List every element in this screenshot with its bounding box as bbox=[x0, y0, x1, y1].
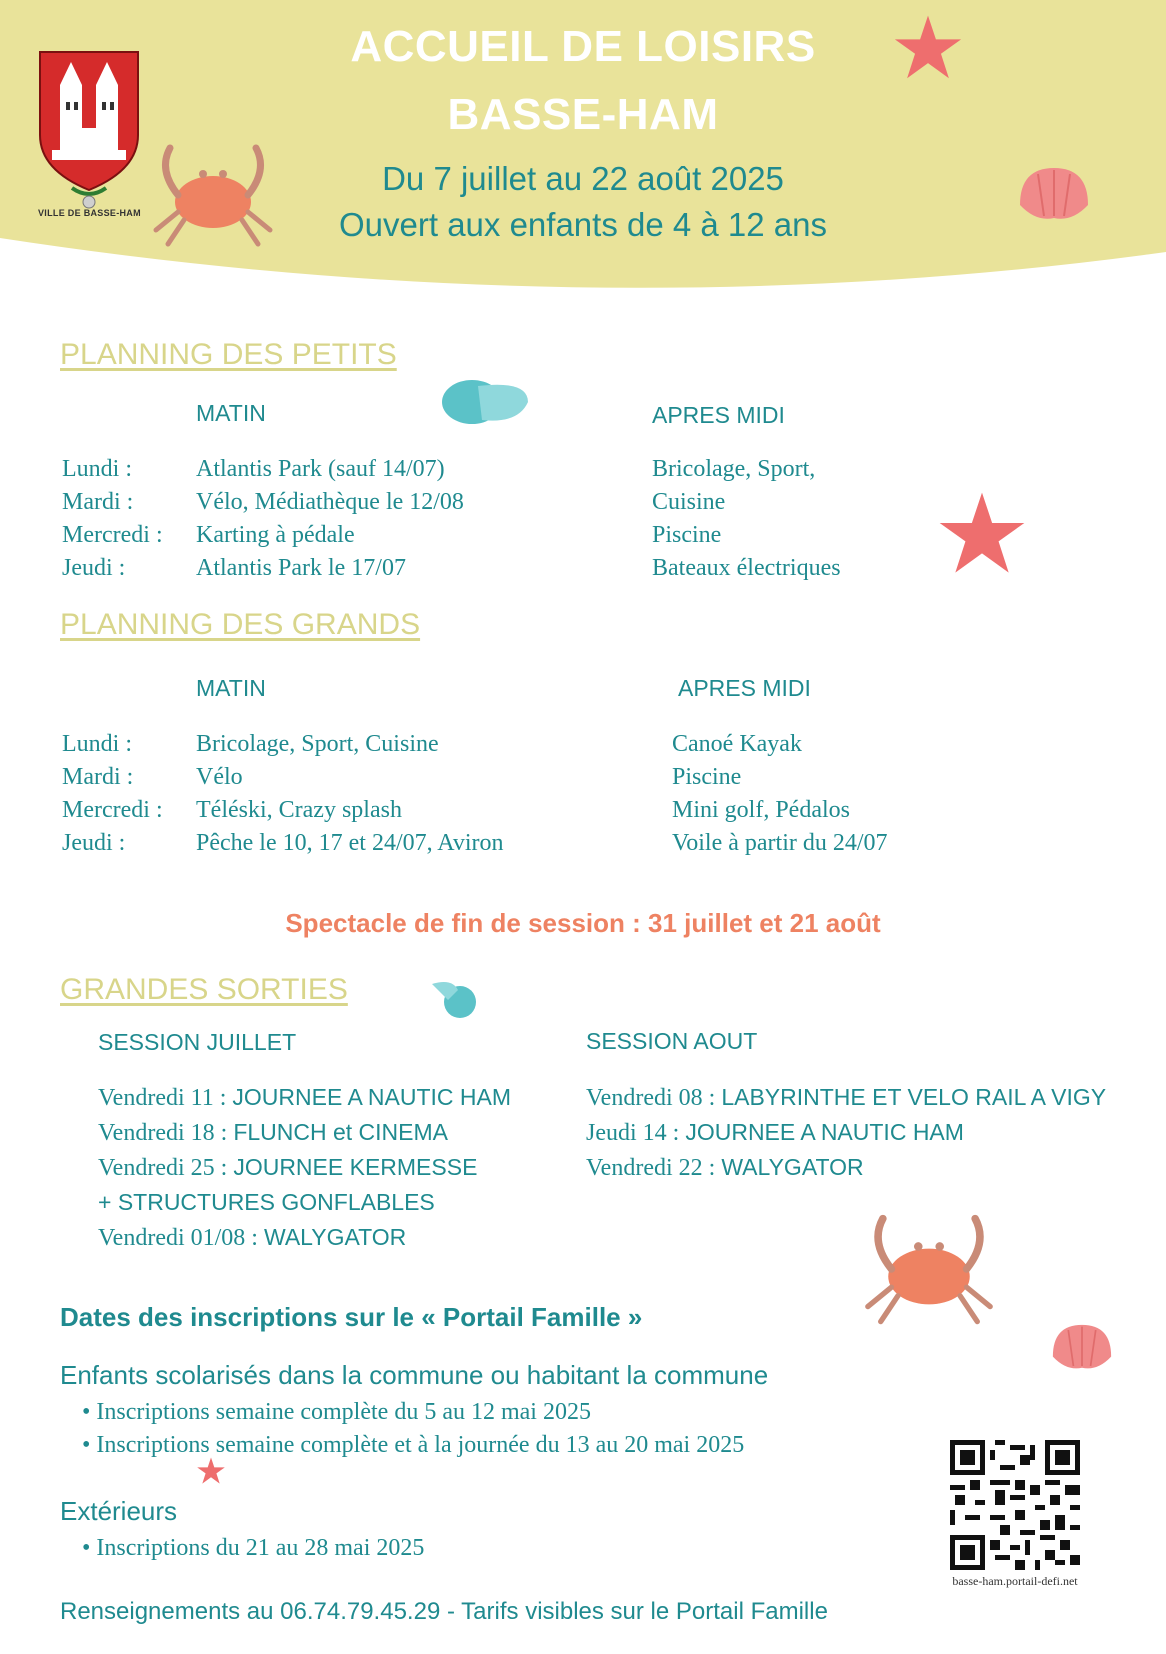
shell-blue-icon bbox=[428, 976, 480, 1020]
crab-icon bbox=[148, 140, 278, 250]
coat-caption: VILLE DE BASSE-HAM bbox=[38, 208, 141, 218]
petits-days bbox=[62, 453, 163, 585]
outing-activity: JOURNEE KERMESSE bbox=[233, 1154, 478, 1180]
grands-afternoon-header: APRES MIDI bbox=[678, 675, 811, 701]
page-title-line2: BASSE-HAM bbox=[447, 90, 719, 139]
afternoon-activity: Voile à partir du 24/07 bbox=[672, 830, 888, 856]
outing-date: Vendredi 11 : bbox=[98, 1085, 233, 1111]
grands-afternoon-list bbox=[672, 728, 888, 860]
outing-activity: JOURNEE A NAUTIC HAM bbox=[232, 1084, 512, 1110]
shell-blue-icon bbox=[438, 372, 532, 430]
outing-activity: FLUNCH et CINEMA bbox=[233, 1119, 449, 1145]
registration-title: Dates des inscriptions sur le « Portail Famille » bbox=[60, 1302, 643, 1332]
outing-item bbox=[98, 1115, 511, 1150]
section-title-petits: PLANNING DES PETITS bbox=[60, 338, 397, 371]
outing-item bbox=[98, 1150, 511, 1185]
locals-list bbox=[82, 1396, 744, 1462]
starfish-icon bbox=[892, 12, 964, 84]
list-item: • Inscriptions du 21 au 28 mai 2025 bbox=[82, 1535, 425, 1561]
petits-morning-header: MATIN bbox=[196, 400, 266, 426]
outing-date: Vendredi 08 : bbox=[586, 1085, 722, 1111]
day-label: Mardi : bbox=[62, 764, 134, 790]
outing-activity: JOURNEE A NAUTIC HAM bbox=[685, 1119, 964, 1145]
seashell-icon bbox=[1012, 160, 1096, 230]
day-label: Jeudi : bbox=[62, 830, 126, 856]
qr-code-icon[interactable] bbox=[950, 1440, 1080, 1570]
list-item: • Inscriptions semaine complète du 5 au 12 mai 2025 bbox=[82, 1399, 591, 1425]
list-item: • Inscriptions semaine complète et à la journée du 13 au 20 mai 2025 bbox=[82, 1432, 745, 1458]
outing-date: Vendredi 01/08 : bbox=[98, 1225, 264, 1251]
afternoon-activity: Canoé Kayak bbox=[672, 731, 802, 757]
section-title-grands: PLANNING DES GRANDS bbox=[60, 608, 421, 641]
session-august-header: SESSION AOUT bbox=[586, 1028, 758, 1054]
day-label: Lundi : bbox=[62, 731, 132, 757]
page-title-line1: ACCUEIL DE LOISIRS bbox=[350, 22, 816, 71]
petits-afternoon-header: APRES MIDI bbox=[652, 402, 785, 428]
grands-morning-header: MATIN bbox=[196, 675, 266, 701]
outing-item bbox=[586, 1150, 1106, 1185]
outing-item bbox=[98, 1080, 511, 1115]
morning-activity: Atlantis Park le 17/07 bbox=[196, 555, 406, 581]
outing-activity: WALYGATOR bbox=[263, 1224, 407, 1250]
session-dates: Du 7 juillet au 22 août 2025 bbox=[382, 160, 784, 197]
july-outings bbox=[98, 1080, 511, 1255]
day-label: Lundi : bbox=[62, 456, 132, 482]
morning-activity: Téléski, Crazy splash bbox=[196, 797, 402, 823]
morning-activity: Atlantis Park (sauf 14/07) bbox=[196, 456, 445, 482]
day-label: Jeudi : bbox=[62, 555, 126, 581]
grands-morning-list bbox=[196, 728, 504, 860]
morning-activity: Vélo bbox=[196, 764, 243, 790]
section-title-sorties: GRANDES SORTIES bbox=[60, 973, 348, 1006]
morning-activity: Bricolage, Sport, Cuisine bbox=[196, 731, 439, 757]
seashell-icon bbox=[1046, 1318, 1118, 1378]
outside-list bbox=[82, 1532, 424, 1565]
morning-activity: Vélo, Médiathèque le 12/08 bbox=[196, 489, 464, 515]
afternoon-activity: Bricolage, Sport, bbox=[652, 456, 816, 482]
outing-item bbox=[586, 1115, 1106, 1150]
outing-date: Vendredi 18 : bbox=[98, 1120, 234, 1146]
day-label: Mercredi : bbox=[62, 522, 163, 548]
outside-title: Extérieurs bbox=[60, 1496, 178, 1526]
crab-icon bbox=[854, 1210, 1004, 1328]
afternoon-activity: Cuisine bbox=[652, 489, 726, 515]
outing-item bbox=[98, 1220, 511, 1255]
afternoon-activity: Bateaux électriques bbox=[652, 555, 841, 581]
session-july-header: SESSION JUILLET bbox=[98, 1029, 297, 1055]
afternoon-activity: Piscine bbox=[652, 522, 722, 548]
qr-caption: basse-ham.portail-defi.net bbox=[952, 1574, 1078, 1588]
footer-info: Renseignements au 06.74.79.45.29 - Tarifs visibles sur le Portail Famille bbox=[60, 1598, 828, 1625]
outing-item bbox=[98, 1185, 511, 1220]
outing-activity: WALYGATOR bbox=[721, 1154, 864, 1180]
locals-title: Enfants scolarisés dans la commune ou habitant la commune bbox=[60, 1360, 769, 1390]
starfish-icon bbox=[934, 488, 1030, 580]
petits-morning-list bbox=[196, 453, 464, 585]
morning-activity: Pêche le 10, 17 et 24/07, Aviron bbox=[196, 830, 504, 856]
outing-date: Vendredi 22 : bbox=[586, 1155, 722, 1181]
petits-afternoon-list bbox=[652, 453, 841, 585]
day-label: Mercredi : bbox=[62, 797, 163, 823]
outing-date: Jeudi 14 : bbox=[586, 1120, 686, 1146]
outing-item bbox=[586, 1080, 1106, 1115]
age-range: Ouvert aux enfants de 4 à 12 ans bbox=[339, 206, 827, 243]
outing-activity: LABYRINTHE ET VELO RAIL A VIGY bbox=[721, 1084, 1107, 1110]
end-of-session-show: Spectacle de fin de session : 31 juillet et 21 août bbox=[285, 908, 881, 938]
outing-date: Vendredi 25 : bbox=[98, 1155, 234, 1181]
afternoon-activity: Piscine bbox=[672, 764, 742, 790]
august-outings bbox=[586, 1080, 1106, 1185]
afternoon-activity: Mini golf, Pédalos bbox=[672, 797, 850, 823]
day-label: Mardi : bbox=[62, 489, 134, 515]
outing-activity: + STRUCTURES GONFLABLES bbox=[98, 1189, 435, 1215]
morning-activity: Karting à pédale bbox=[196, 522, 355, 548]
grands-days bbox=[62, 728, 163, 860]
starfish-icon bbox=[196, 1456, 226, 1486]
